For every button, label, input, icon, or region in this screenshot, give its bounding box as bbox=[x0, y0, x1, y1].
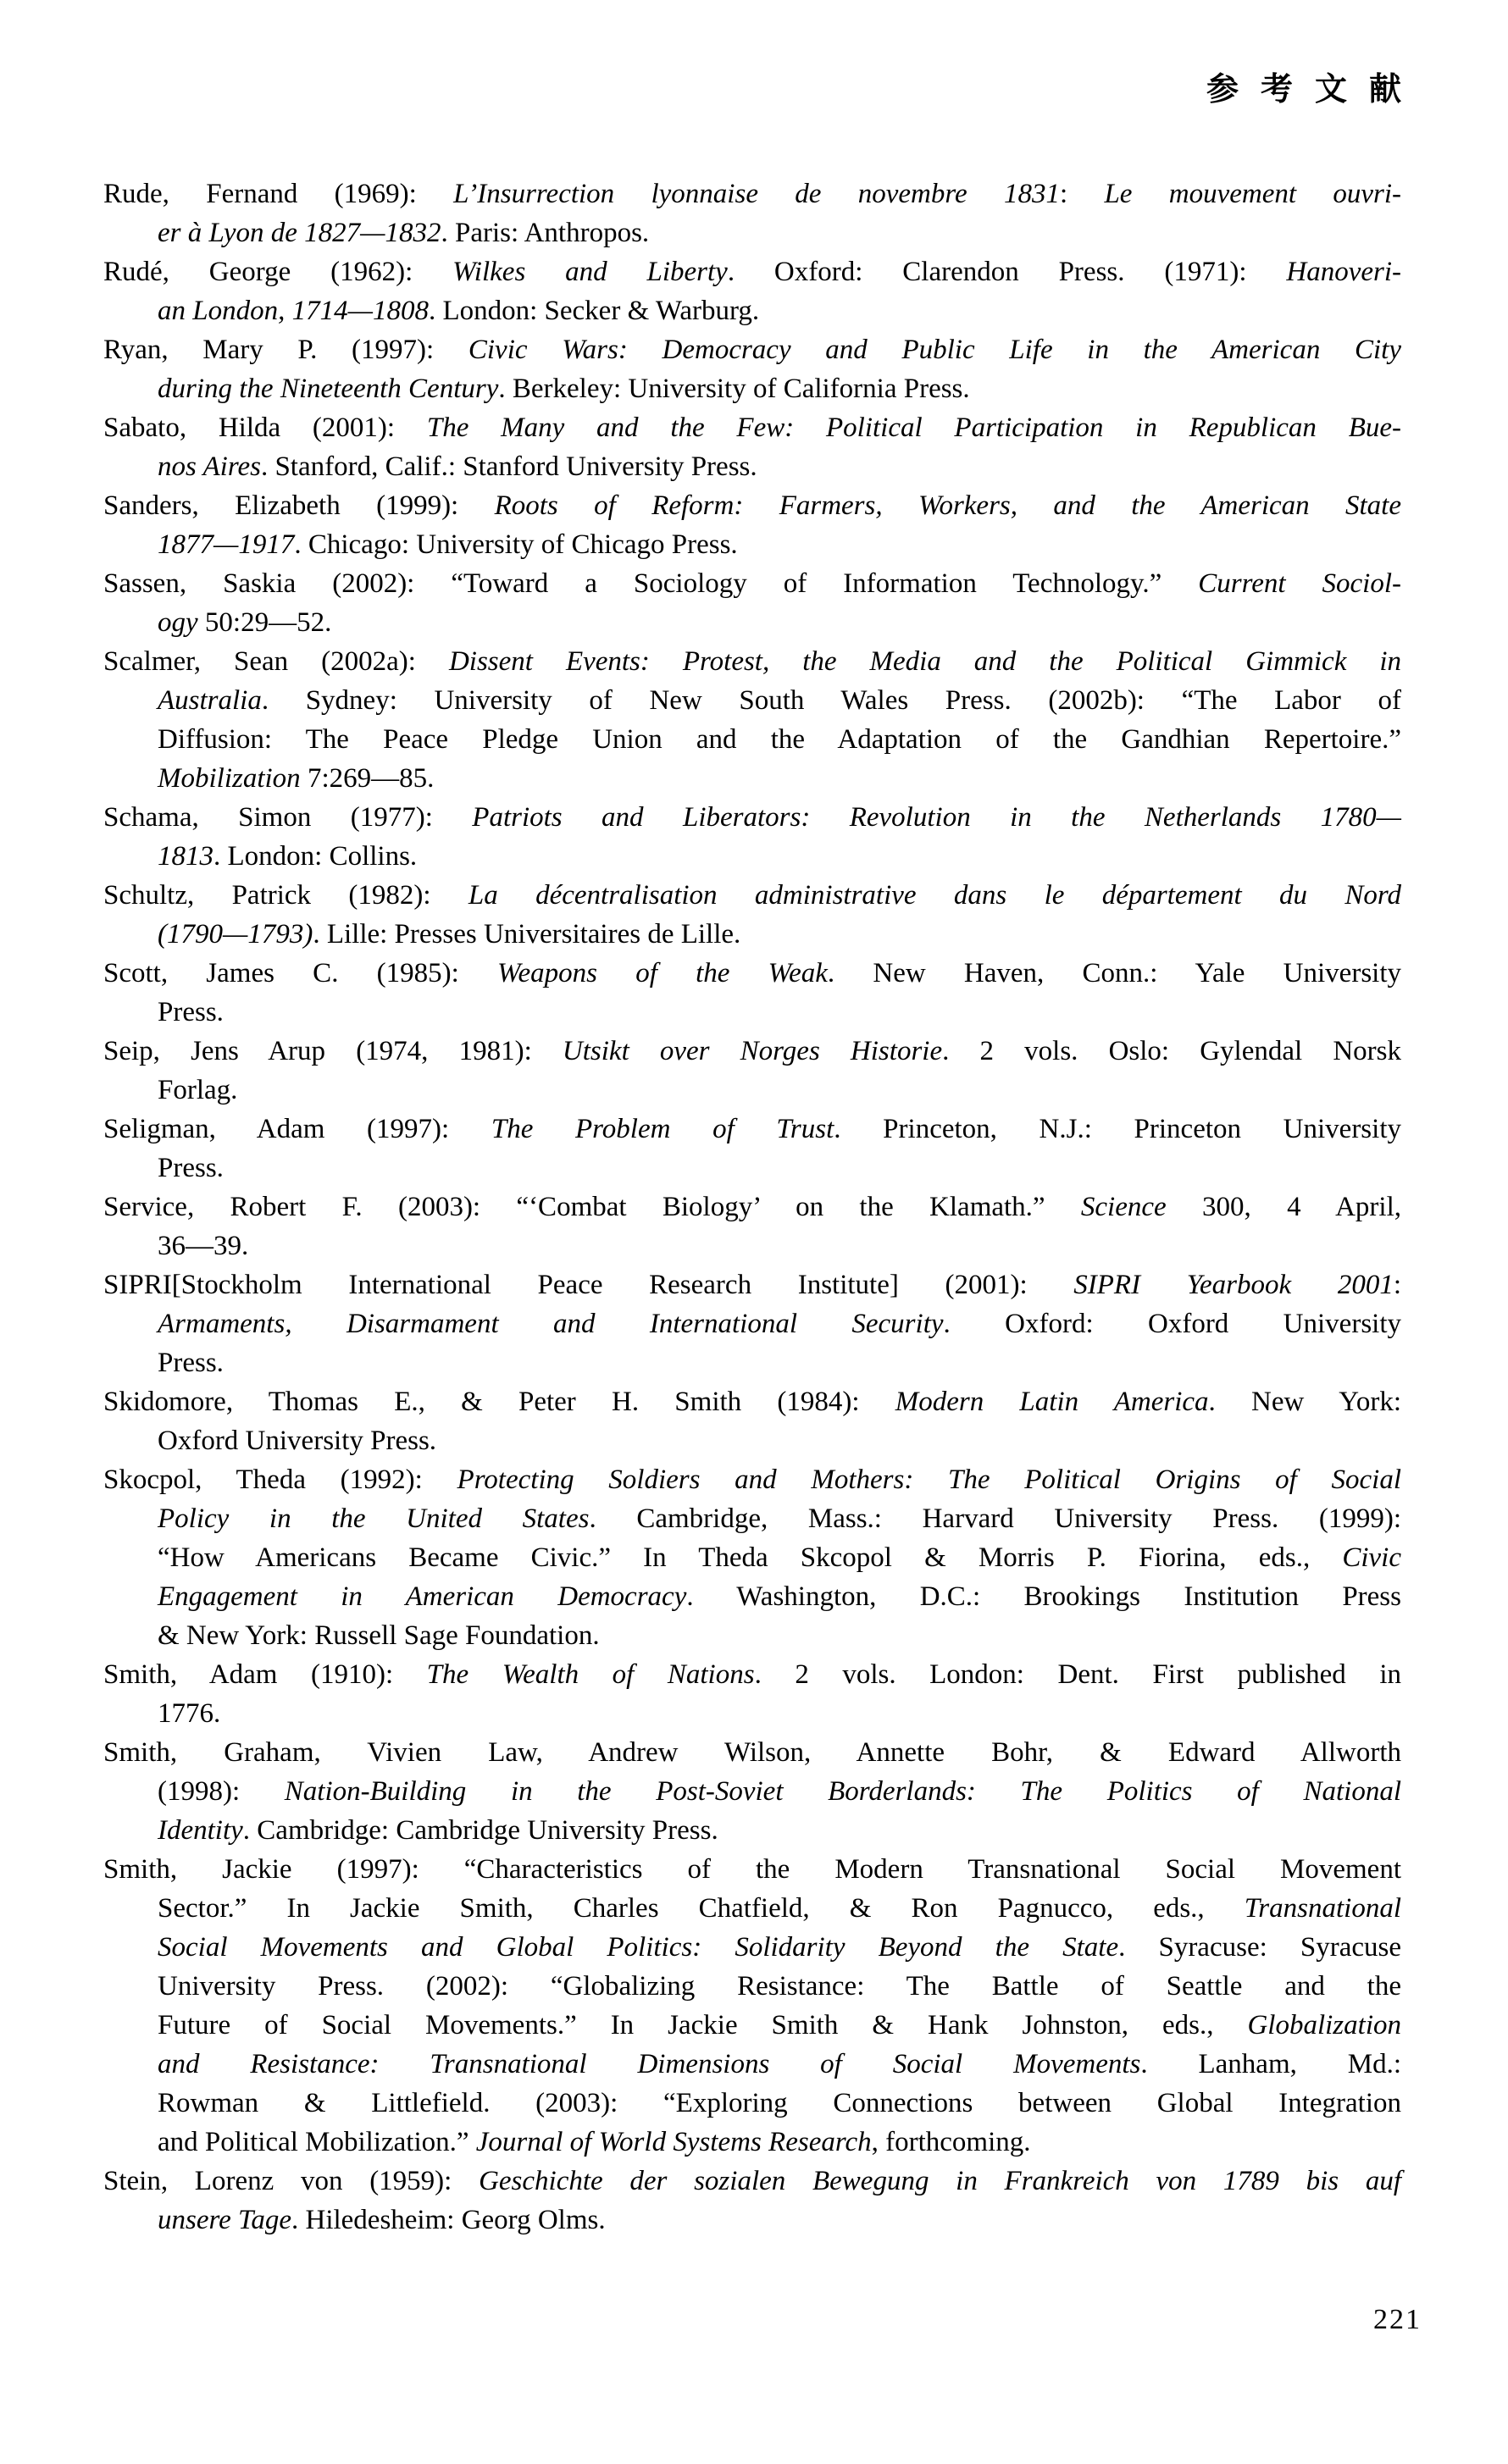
reference-text: . Berkeley: University of California Press. bbox=[498, 374, 970, 404]
reference-line bbox=[103, 642, 1401, 681]
reference-line bbox=[103, 1850, 1401, 1889]
reference-text: Seligman, Adam (1997): bbox=[103, 1114, 491, 1144]
reference-text: Seip, Jens Arup (1974, 1981): bbox=[103, 1036, 563, 1066]
reference-entry bbox=[103, 252, 1401, 330]
reference-line bbox=[103, 291, 1401, 330]
reference-line bbox=[103, 993, 1401, 1032]
reference-line bbox=[103, 1811, 1401, 1850]
reference-text: SIPRI[Stockholm International Peace Research Institute] (2001): bbox=[103, 1270, 1074, 1300]
reference-title-text: Science bbox=[1080, 1192, 1167, 1222]
reference-line bbox=[103, 2162, 1401, 2201]
reference-line bbox=[103, 564, 1401, 603]
reference-title-text: Identity bbox=[158, 1815, 243, 1846]
reference-text: : bbox=[1393, 1270, 1401, 1300]
reference-text: & New York: Russell Sage Foundation. bbox=[158, 1620, 600, 1651]
reference-text: Press. bbox=[158, 1153, 224, 1183]
reference-line bbox=[103, 525, 1401, 564]
reference-line bbox=[103, 915, 1401, 954]
reference-line bbox=[103, 447, 1401, 486]
reference-title-text: Protecting Soldiers and Mothers: The Political Origins of Social bbox=[457, 1465, 1402, 1495]
reference-line bbox=[103, 2045, 1401, 2084]
reference-title-text: Social Movements and Global Politics: Solidarity Beyond the State bbox=[158, 1932, 1119, 1963]
reference-title-text: SIPRI Yearbook 2001 bbox=[1073, 1270, 1394, 1300]
reference-title-text: 1813 bbox=[158, 841, 213, 872]
reference-title-text: Civic bbox=[1342, 1542, 1401, 1573]
reference-line bbox=[103, 759, 1401, 798]
reference-text: . New Haven, Conn.: Yale University bbox=[827, 958, 1401, 988]
reference-title-text: The Many and the Few: Political Participation in Republican Bue- bbox=[426, 413, 1401, 443]
reference-entry bbox=[103, 564, 1401, 642]
reference-line bbox=[103, 720, 1401, 759]
reference-text: . Sydney: University of New South Wales Press. (2002b): “The Labor of bbox=[261, 685, 1401, 716]
reference-line bbox=[103, 1694, 1401, 1733]
reference-text: 50:29—52. bbox=[197, 607, 332, 638]
reference-title-text: an London, 1714—1808 bbox=[158, 296, 429, 326]
reference-line bbox=[103, 1343, 1401, 1382]
reference-line bbox=[103, 369, 1401, 408]
reference-text: . London: Secker & Warburg. bbox=[428, 296, 760, 326]
reference-text: . Oxford: Oxford University bbox=[943, 1309, 1401, 1339]
reference-text: Sassen, Saskia (2002): “Toward a Sociology of Information Technology.” bbox=[103, 568, 1199, 599]
reference-text: Skidomore, Thomas E., & Peter H. Smith (1984): bbox=[103, 1387, 895, 1417]
reference-line bbox=[103, 1421, 1401, 1460]
reference-title-text: Journal of World Systems Research bbox=[475, 2127, 872, 2157]
reference-text: Skocpol, Theda (1992): bbox=[103, 1465, 457, 1495]
reference-text: Scott, James C. (1985): bbox=[103, 958, 498, 988]
reference-entry bbox=[103, 1032, 1401, 1110]
reference-text: Press. bbox=[158, 1348, 224, 1378]
reference-line bbox=[103, 1304, 1401, 1343]
reference-text: 7:269—85. bbox=[300, 763, 435, 794]
reference-text: University Press. (2002): “Globalizing Resistance: The Battle of Seattle and the bbox=[158, 1971, 1401, 2002]
reference-text: “How Americans Became Civic.” In Theda Skcopol & Morris P. Fiorina, eds., bbox=[158, 1542, 1343, 1573]
reference-title-text: Dissent Events: Protest, the Media and the Political Gimmick in bbox=[448, 646, 1401, 677]
reference-line bbox=[103, 330, 1401, 369]
reference-entry bbox=[103, 1850, 1401, 2162]
reference-entry bbox=[103, 1382, 1401, 1460]
references-list bbox=[103, 174, 1401, 2240]
reference-line bbox=[103, 1967, 1401, 2006]
reference-text: 300, 4 April, bbox=[1166, 1192, 1401, 1222]
reference-entry bbox=[103, 1188, 1401, 1265]
reference-entry bbox=[103, 1460, 1401, 1655]
reference-text: . Lille: Presses Universitaires de Lille. bbox=[313, 919, 741, 950]
reference-title-text: Policy in the United States bbox=[158, 1503, 590, 1534]
reference-line bbox=[103, 2201, 1401, 2240]
reference-text: Forlag. bbox=[158, 1075, 238, 1105]
reference-text: . Stanford, Calif.: Stanford University Press. bbox=[260, 451, 757, 482]
reference-line bbox=[103, 1538, 1401, 1577]
reference-entry bbox=[103, 876, 1401, 954]
reference-entry bbox=[103, 2162, 1401, 2240]
reference-title-text: La décentralisation administrative dans le département du Nord bbox=[468, 880, 1401, 911]
reference-title-text: Globalization bbox=[1247, 2010, 1401, 2040]
reference-line bbox=[103, 1460, 1401, 1499]
reference-text: . Princeton, N.J.: Princeton University bbox=[834, 1114, 1401, 1144]
reference-entry bbox=[103, 1110, 1401, 1188]
reference-text: 1776. bbox=[158, 1698, 221, 1729]
reference-text: . Paris: Anthropos. bbox=[441, 218, 650, 248]
reference-text: . Washington, D.C.: Brookings Institution Press bbox=[686, 1581, 1401, 1612]
reference-text: (1998): bbox=[158, 1776, 285, 1807]
reference-line bbox=[103, 1889, 1401, 1928]
reference-entry bbox=[103, 408, 1401, 486]
reference-line bbox=[103, 2123, 1401, 2162]
reference-line bbox=[103, 408, 1401, 447]
reference-entry bbox=[103, 1265, 1401, 1382]
reference-text: Rudé, George (1962): bbox=[103, 257, 453, 287]
reference-title-text: Australia bbox=[158, 685, 262, 716]
reference-entry bbox=[103, 954, 1401, 1032]
reference-line bbox=[103, 2006, 1401, 2045]
reference-line bbox=[103, 1071, 1401, 1110]
reference-text: Service, Robert F. (2003): “‘Combat Biology’ on the Klamath.” bbox=[103, 1192, 1081, 1222]
reference-text: . Cambridge: Cambridge University Press. bbox=[242, 1815, 718, 1846]
reference-text: Sector.” In Jackie Smith, Charles Chatfield, & Ron Pagnucco, eds., bbox=[158, 1893, 1245, 1924]
reference-entry bbox=[103, 330, 1401, 408]
reference-title-text: Engagement in American Democracy bbox=[158, 1581, 687, 1612]
reference-line bbox=[103, 1265, 1401, 1304]
reference-text: . Chicago: University of Chicago Press. bbox=[294, 529, 738, 560]
reference-line bbox=[103, 876, 1401, 915]
reference-text: . Hiledesheim: Georg Olms. bbox=[291, 2205, 606, 2235]
reference-line bbox=[103, 2084, 1401, 2123]
reference-text: . Lanham, Md.: bbox=[1140, 2049, 1401, 2079]
reference-title-text: The Problem of Trust bbox=[491, 1114, 834, 1144]
reference-title-text: Civic Wars: Democracy and Public Life in the American City bbox=[468, 335, 1401, 365]
reference-line bbox=[103, 1110, 1401, 1149]
reference-line bbox=[103, 174, 1401, 213]
reference-text: Future of Social Movements.” In Jackie Smith & Hank Johnston, eds., bbox=[158, 2010, 1248, 2040]
reference-text: Schultz, Patrick (1982): bbox=[103, 880, 468, 911]
reference-text: Press. bbox=[158, 997, 224, 1027]
reference-text: Sanders, Elizabeth (1999): bbox=[103, 490, 495, 521]
reference-title-text: Le mouvement ouvri- bbox=[1104, 179, 1401, 209]
reference-line bbox=[103, 798, 1401, 837]
reference-text: Rowman & Littlefield. (2003): “Exploring Connections between Global Integration bbox=[158, 2088, 1401, 2118]
reference-title-text: Mobilization bbox=[158, 763, 301, 794]
reference-title-text: Geschichte der sozialen Bewegung in Frankreich von 1789 bis auf bbox=[479, 2166, 1401, 2196]
reference-text: Oxford University Press. bbox=[158, 1426, 437, 1456]
reference-title-text: Current Sociol- bbox=[1198, 568, 1402, 599]
reference-text: Sabato, Hilda (2001): bbox=[103, 413, 427, 443]
reference-title-text: during the Nineteenth Century bbox=[158, 374, 499, 404]
reference-line bbox=[103, 1226, 1401, 1265]
reference-title-text: (1790—1793) bbox=[158, 919, 313, 950]
reference-line bbox=[103, 954, 1401, 993]
reference-title-text: Weapons of the Weak bbox=[497, 958, 828, 988]
reference-line bbox=[103, 1655, 1401, 1694]
reference-title-text: Armaments, Disarmament and International Security bbox=[158, 1309, 944, 1339]
reference-text: . Syracuse: Syracuse bbox=[1118, 1932, 1401, 1963]
reference-text: Ryan, Mary P. (1997): bbox=[103, 335, 468, 365]
reference-entry bbox=[103, 798, 1401, 876]
reference-line bbox=[103, 681, 1401, 720]
reference-title-text: Patriots and Liberators: Revolution in the Netherlands 1780— bbox=[472, 802, 1401, 833]
reference-text: Smith, Graham, Vivien Law, Andrew Wilson, Annette Bohr, & Edward Allworth bbox=[103, 1737, 1401, 1768]
reference-title-text: Utsikt over Norges Historie bbox=[562, 1036, 943, 1066]
reference-line bbox=[103, 603, 1401, 642]
reference-text: Schama, Simon (1977): bbox=[103, 802, 473, 833]
reference-text: . 2 vols. Oslo: Gylendal Norsk bbox=[942, 1036, 1402, 1066]
reference-text: Stein, Lorenz von (1959): bbox=[103, 2166, 480, 2196]
reference-title-text: Roots of Reform: Farmers, Workers, and the American State bbox=[494, 490, 1402, 521]
reference-text: . 2 vols. London: Dent. First published in bbox=[754, 1659, 1401, 1690]
reference-line bbox=[103, 252, 1401, 291]
reference-title-text: nos Aires bbox=[158, 451, 261, 482]
reference-title-text: Hanoveri- bbox=[1286, 257, 1402, 287]
reference-line bbox=[103, 1499, 1401, 1538]
reference-line bbox=[103, 837, 1401, 876]
reference-line bbox=[103, 1149, 1401, 1188]
reference-line bbox=[103, 1733, 1401, 1772]
reference-text: . New York: bbox=[1208, 1387, 1401, 1417]
reference-text: . Oxford: Clarendon Press. (1971): bbox=[727, 257, 1287, 287]
reference-line bbox=[103, 1188, 1401, 1226]
reference-text: . Cambridge, Mass.: Harvard University Press. (1999): bbox=[589, 1503, 1401, 1534]
reference-title-text: and Resistance: Transnational Dimensions of Social Movements bbox=[158, 2049, 1141, 2079]
reference-line bbox=[103, 1928, 1401, 1967]
reference-entry bbox=[103, 174, 1401, 252]
reference-text: 36—39. bbox=[158, 1231, 249, 1261]
reference-text: Smith, Jackie (1997): “Characteristics of the Modern Transnational Social Movement bbox=[103, 1854, 1401, 1885]
reference-title-text: Wilkes and Liberty bbox=[452, 257, 728, 287]
reference-line bbox=[103, 1382, 1401, 1421]
reference-line bbox=[103, 486, 1401, 525]
reference-entry bbox=[103, 486, 1401, 564]
reference-line bbox=[103, 1616, 1401, 1655]
reference-entry bbox=[103, 642, 1401, 798]
reference-text: , forthcoming. bbox=[871, 2127, 1031, 2157]
reference-title-text: L’Insurrection lyonnaise de novembre 1831 bbox=[453, 179, 1060, 209]
reference-title-text: Modern Latin America bbox=[895, 1387, 1209, 1417]
reference-line bbox=[103, 213, 1401, 252]
reference-title-text: ogy bbox=[158, 607, 198, 638]
reference-title-text: The Wealth of Nations bbox=[426, 1659, 755, 1690]
reference-title-text: Transnational bbox=[1244, 1893, 1401, 1924]
reference-text: Scalmer, Sean (2002a): bbox=[103, 646, 449, 677]
reference-title-text: 1877—1917 bbox=[158, 529, 295, 560]
reference-text: : bbox=[1059, 179, 1105, 209]
reference-entry bbox=[103, 1733, 1401, 1850]
reference-text: and Political Mobilization.” bbox=[158, 2127, 476, 2157]
reference-line bbox=[103, 1032, 1401, 1071]
reference-line bbox=[103, 1577, 1401, 1616]
reference-text: Diffusion: The Peace Pledge Union and the Adaptation of the Gandhian Repertoire.” bbox=[158, 724, 1401, 755]
reference-title-text: unsere Tage bbox=[158, 2205, 291, 2235]
page-number: 221 bbox=[1373, 2304, 1422, 2335]
reference-text: Rude, Fernand (1969): bbox=[103, 179, 454, 209]
reference-title-text: er à Lyon de 1827—1832 bbox=[158, 218, 441, 248]
reference-title-text: Nation-Building in the Post-Soviet Borderlands: The Politics of National bbox=[284, 1776, 1401, 1807]
page-header-title: 参考文献 bbox=[1206, 72, 1423, 108]
reference-text: Smith, Adam (1910): bbox=[103, 1659, 427, 1690]
reference-text: . London: Collins. bbox=[213, 841, 418, 872]
reference-line bbox=[103, 1772, 1401, 1811]
reference-entry bbox=[103, 1655, 1401, 1733]
